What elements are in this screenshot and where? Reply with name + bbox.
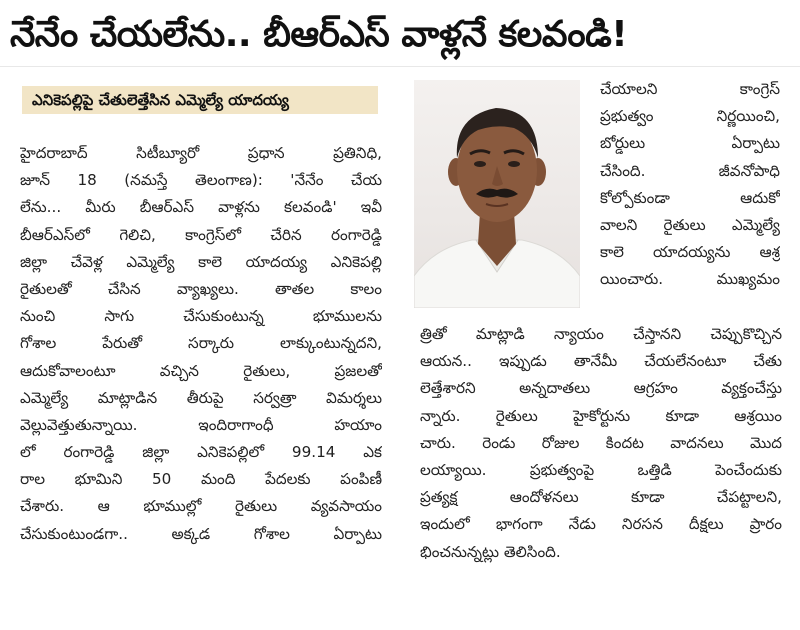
article-column-1-line: గోశాల పేరుతో సర్కారు లాక్కుంటున్నదని, (20, 334, 382, 353)
person-portrait-icon (414, 80, 580, 308)
article-column-3-line: చారు. రెండు రోజుల కిందట వాదనలు మొద (420, 433, 782, 452)
article-column-1-line: లో రంగారెడ్డి జిల్లా ఎనికెపల్లిలో 99.14 ఎక (20, 443, 382, 462)
article-column-1-line: చేశారు. ఆ భూముల్లో రైతులు వ్యవసాయం (20, 497, 382, 516)
article-column-1-line: జూన్ 18 (నమస్తే తెలంగాణ): 'నేనేం చేయ (20, 171, 382, 190)
article-column-1 (20, 140, 382, 548)
article-column-1-line: ఆదుకోవాలంటూ వచ్చిన రైతులు, ప్రజలతో (20, 361, 382, 380)
article-column-1-line: ఎమ్మెల్యే మాట్లాడిన తీరుపై సర్వత్రా విమర్శలు (20, 388, 382, 407)
article-column-2-line: కోల్పోకుండా ఆదుకో (600, 188, 780, 207)
article-column-3-line: త్రితో మాట్లాడి న్యాయం చేస్తానని చెప్పుకొచ్చిన (420, 325, 782, 343)
article-column-1-line: రైతులతో చేసిన వ్యాఖ్యలు. తాతల కాలం (20, 279, 382, 298)
article-column-3-line: ప్రత్యక్ష ఆందోళనలు కూడా చేపట్టాలని, (420, 488, 782, 507)
article-column-2-line: చేసింది. జీవనోపాధి (600, 161, 780, 180)
article-column-2-line: చేయాలని కాంగ్రెస్ (600, 80, 780, 98)
article-column-2-line: బోర్డులు ఏర్పాటు (600, 134, 780, 153)
article-column-3-line: న్నారు. రైతులు హైకోర్టును కూడా ఆశ్రయిం (420, 406, 782, 425)
article-headline: నేనేం చేయలేను.. బీఆర్ఎస్ వాళ్లనే కలవండి! (10, 14, 628, 55)
article-subheadline: ఎనికెపల్లిపై చేతులెత్తేసిన ఎమ్మెల్యే యాదయ్య (22, 86, 378, 114)
article-column-3-line: లయ్యాయి. ప్రభుత్వంపై ఒత్తిడి పెంచేందుకు (420, 460, 782, 479)
article-column-3-line: ఆయన.. ఇప్పుడు తానేమీ చేయలేనంటూ చేతు (420, 352, 782, 371)
article-column-3 (420, 321, 782, 566)
headline-divider (0, 66, 800, 67)
article-column-1-line: బీఆర్ఎస్‌లో గెలిచి, కాంగ్రెస్‌లో చేరిన రంగారెడ్డి (20, 225, 382, 244)
mla-portrait-photo (414, 80, 580, 308)
article-column-1-line: లేను... మీరు బీఆర్ఎస్ వాళ్లను కలవండి' ఇవీ (20, 198, 382, 217)
article-column-1-line: నుంచి సాగు చేసుకుంటున్న భూములను (20, 307, 382, 326)
article-column-3-line: ఇందులో భాగంగా నేడు నిరసన దీక్షలు ప్రారం (420, 515, 782, 534)
article-column-2-line: వాలని రైతులు ఎమ్మెల్యే (600, 215, 780, 234)
article-column-2 (600, 76, 780, 294)
article-column-1-line: చేసుకుంటుండగా.. అక్కడ గోశాల ఏర్పాటు (20, 524, 382, 543)
article-column-1-line: జిల్లా చేవెళ్ల ఎమ్మెల్యే కాలె యాదయ్య ఎనికెపల్లి (20, 252, 382, 271)
article-column-2-line: కాలె యాదయ్యను ఆశ్ర (600, 243, 780, 262)
article-column-2-line: యించారు. ముఖ్యమం (600, 270, 780, 289)
article-column-1-line: రాల భూమిని 50 మంది పేదలకు పంపిణీ (20, 470, 382, 489)
article-column-1-line: హైదరాబాద్ సిటీబ్యూరో ప్రధాన ప్రతినిధి, (20, 144, 382, 162)
article-column-3-line: లెత్తేశారని అన్నదాతలు ఆగ్రహం వ్యక్తంచేస్తు (420, 379, 782, 398)
article-column-2-line: ప్రభుత్వం నిర్ణయించి, (600, 107, 780, 126)
article-column-3-line: భించనున్నట్లు తెలిసింది. (420, 542, 561, 561)
article-column-1-line: వెల్లువెత్తుతున్నాయి. ఇందిరాగాంధీ హయాం (20, 415, 382, 434)
